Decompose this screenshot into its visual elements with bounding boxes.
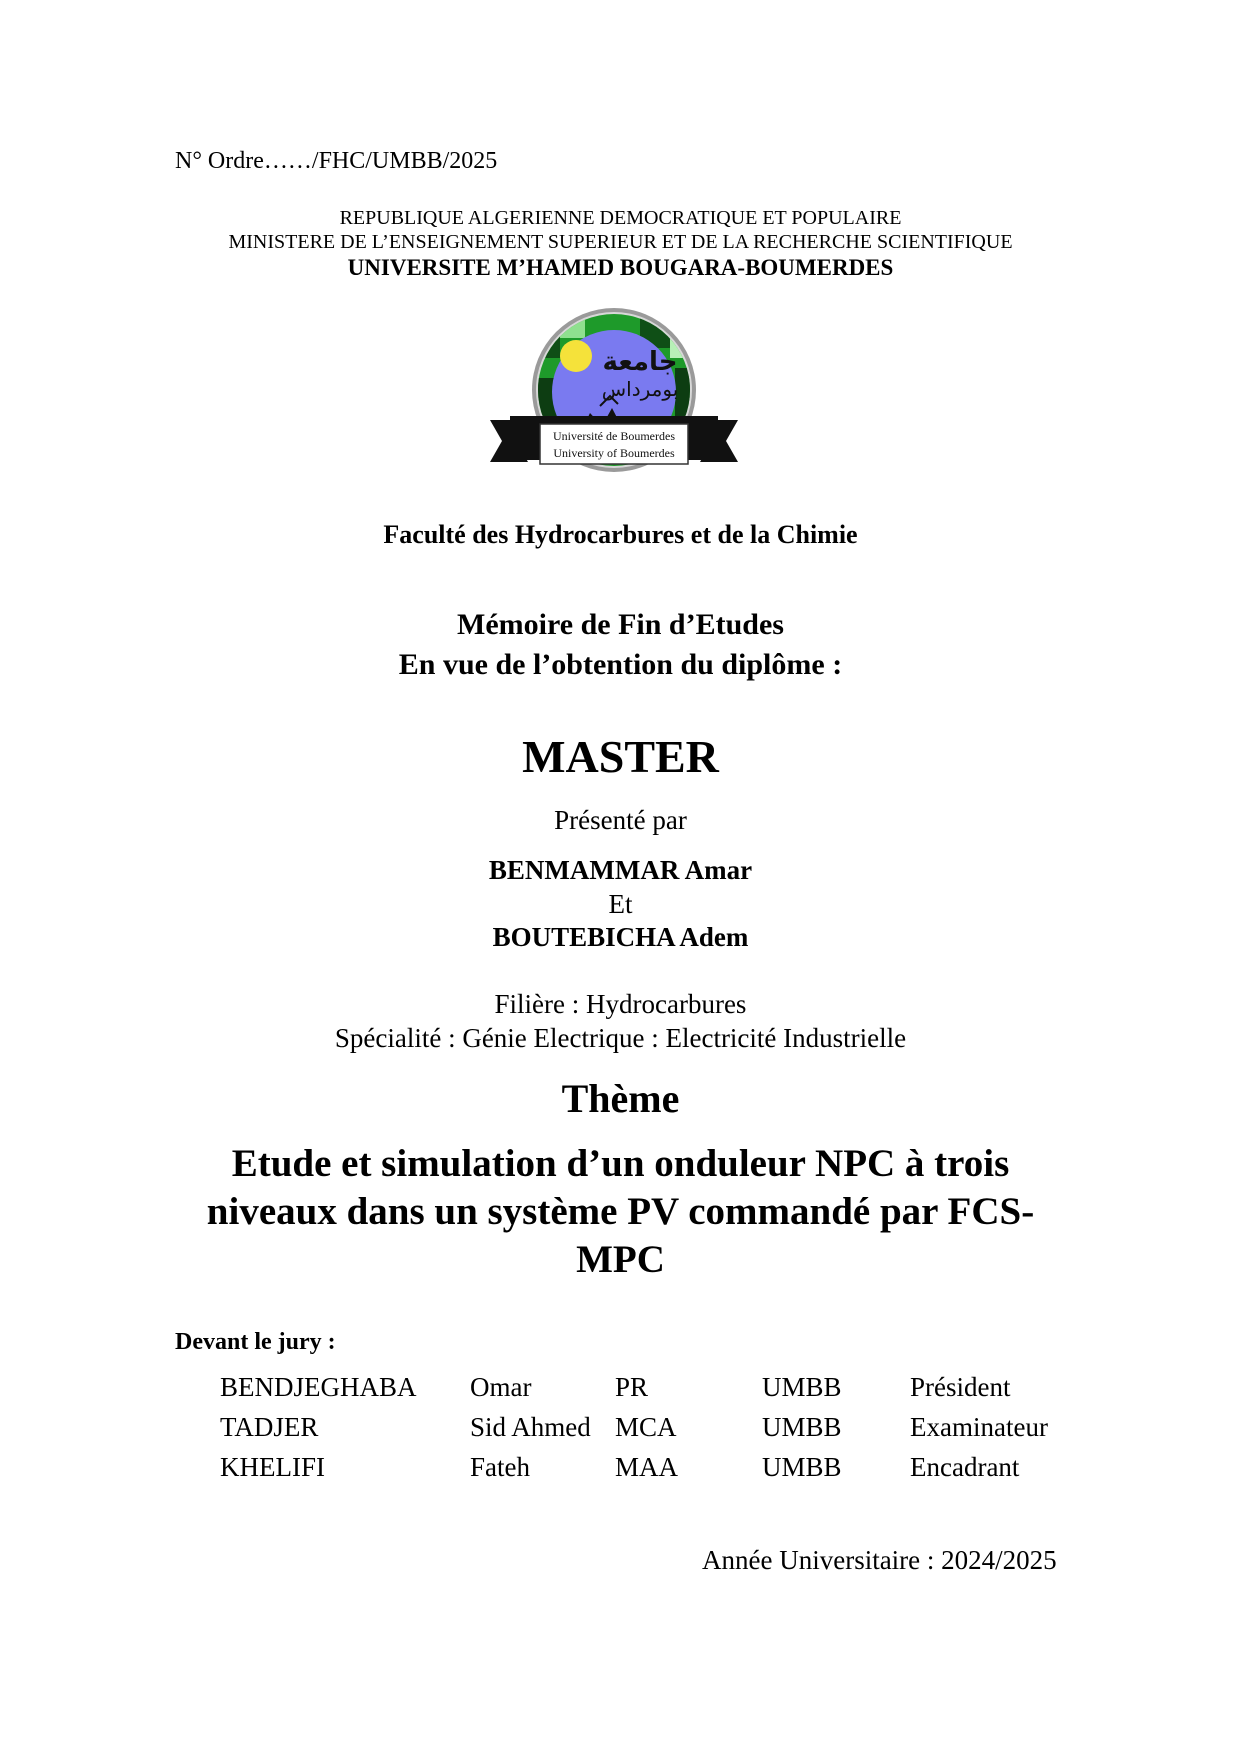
logo-banner-en: University of Boumerdes	[553, 446, 675, 460]
jury-first-name: Sid Ahmed	[470, 1412, 591, 1442]
faculty-name: Faculté des Hydrocarbures et de la Chimie	[383, 520, 858, 549]
jury-institution: UMBB	[762, 1412, 842, 1442]
presented-by-label: Présenté par	[554, 805, 687, 835]
ministry-heading: MINISTERE DE L’ENSEIGNEMENT SUPERIEUR ET DE LA RECHERCHE SCIENTIFIQUE	[228, 231, 1013, 253]
jury-grade: MAA	[615, 1452, 679, 1482]
specialite-label: Spécialité : Génie Electrique : Electricité Industrielle	[334, 1023, 907, 1053]
logo-arabic-line2: بومرداس	[601, 377, 679, 401]
university-heading: UNIVERSITE M’HAMED BOUGARA-BOUMERDES	[347, 255, 894, 280]
degree-title: MASTER	[522, 731, 719, 782]
jury-grade: PR	[615, 1372, 649, 1402]
jury-role: Examinateur	[910, 1412, 1048, 1442]
jury-first-name: Omar	[470, 1372, 532, 1402]
jury-heading: Devant le jury :	[175, 1329, 336, 1355]
university-logo	[490, 308, 738, 483]
jury-last-name: KHELIFI	[220, 1452, 325, 1482]
logo-arabic-line1: جامعة	[602, 347, 678, 377]
thesis-title-line2: niveaux dans un système PV commandé par FCS-	[206, 1190, 1035, 1233]
logo-banner-fr: Université de Boumerdes	[553, 429, 675, 443]
order-number: N° Ordre……/FHC/UMBB/2025	[175, 148, 498, 174]
filiere-label: Filière : Hydrocarbures	[494, 989, 747, 1019]
theme-heading: Thème	[561, 1076, 680, 1121]
jury-first-name: Fateh	[470, 1452, 530, 1482]
jury-last-name: TADJER	[220, 1412, 319, 1442]
thesis-title	[170, 1140, 1071, 1284]
jury-role: Président	[910, 1372, 1011, 1402]
author-first: BENMAMMAR Amar	[488, 855, 753, 885]
thesis-title-line3: MPC	[576, 1238, 665, 1281]
jury-institution: UMBB	[762, 1372, 842, 1402]
jury-institution: UMBB	[762, 1452, 842, 1482]
memoire-subtitle: En vue de l’obtention du diplôme :	[398, 648, 843, 681]
memoire-title: Mémoire de Fin d’Etudes	[457, 608, 784, 641]
author-conjunction: Et	[608, 889, 633, 919]
jury-last-name: BENDJEGHABA	[220, 1372, 417, 1402]
republic-heading: REPUBLIQUE ALGERIENNE DEMOCRATIQUE ET POPULAIRE	[339, 207, 902, 229]
author-second: BOUTEBICHA Adem	[492, 922, 749, 952]
jury-grade: MCA	[615, 1412, 677, 1442]
academic-year: Année Universitaire : 2024/2025	[702, 1545, 1057, 1575]
jury-role: Encadrant	[910, 1452, 1020, 1482]
thesis-title-line1: Etude et simulation d’un onduleur NPC à trois	[231, 1142, 1010, 1185]
